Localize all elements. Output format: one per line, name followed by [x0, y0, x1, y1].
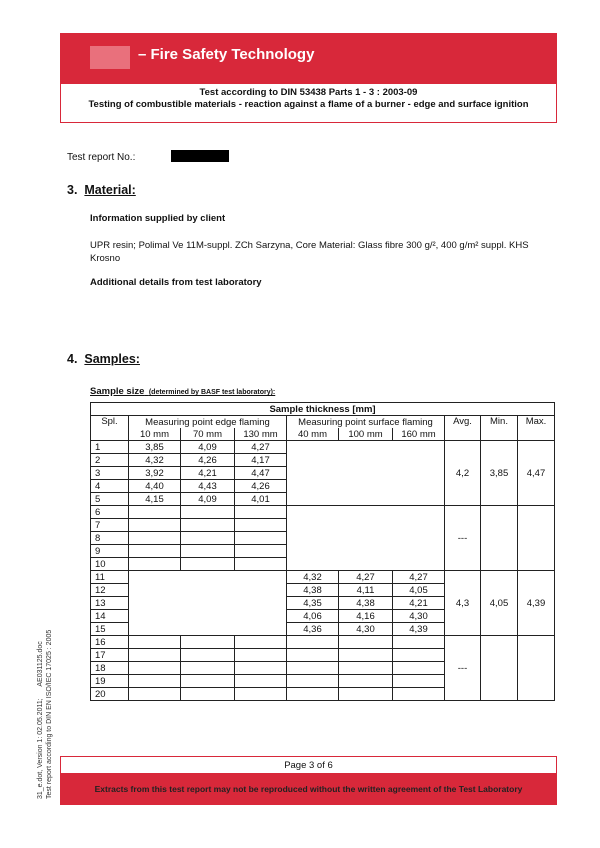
- sample-number: 15: [91, 623, 129, 636]
- surface-empty-block: [287, 506, 445, 571]
- edge-value: 4,09: [181, 493, 235, 506]
- edge-value: [181, 545, 235, 558]
- edge-empty-block: [129, 571, 287, 636]
- side-standard: Test report according to DIN EN ISO/IEC 17025 : 2005: [46, 629, 53, 799]
- edge-value: 4,47: [235, 467, 287, 480]
- redacted-report-number: [171, 150, 229, 162]
- edge-value: [235, 545, 287, 558]
- header-title: – Fire Safety Technology: [138, 46, 315, 63]
- surface-value: [287, 688, 339, 701]
- surface-empty-block: [287, 441, 445, 506]
- sample-number: 20: [91, 688, 129, 701]
- edge-value: [181, 506, 235, 519]
- surface-value: [287, 675, 339, 688]
- edge-value: 4,17: [235, 454, 287, 467]
- table-row: [91, 571, 555, 584]
- edge-value: 4,26: [235, 480, 287, 493]
- edge-value: [181, 519, 235, 532]
- edge-value: 4,01: [235, 493, 287, 506]
- surface-value: 4,38: [287, 584, 339, 597]
- surface-value: [393, 649, 445, 662]
- edge-value: [235, 636, 287, 649]
- surface-value: [339, 649, 393, 662]
- stat-avg: 4,2: [445, 441, 481, 506]
- edge-value: [235, 532, 287, 545]
- edge-value: [235, 506, 287, 519]
- stat-min: 4,05: [481, 571, 518, 636]
- edge-value: [235, 519, 287, 532]
- edge-value: [235, 688, 287, 701]
- stat-avg: ---: [445, 506, 481, 571]
- stat-min: [481, 506, 518, 571]
- edge-value: [181, 636, 235, 649]
- surface-col-header: 40 mm: [287, 428, 339, 441]
- edge-value: [181, 675, 235, 688]
- header-standard: Test according to DIN 53438 Parts 1 - 3 : 2003-09: [199, 87, 418, 98]
- edge-value: [129, 558, 181, 571]
- surface-value: [287, 636, 339, 649]
- surface-value: 4,32: [287, 571, 339, 584]
- header-subtitle-box: [60, 83, 557, 123]
- edge-value: 4,15: [129, 493, 181, 506]
- sample-number: 5: [91, 493, 129, 506]
- edge-value: [235, 649, 287, 662]
- redacted-logo: [90, 46, 130, 69]
- edge-value: [129, 532, 181, 545]
- sample-number: 9: [91, 545, 129, 558]
- surface-value: [393, 662, 445, 675]
- section-4-title: Samples:: [84, 352, 140, 366]
- edge-value: 4,21: [181, 467, 235, 480]
- table-row: [91, 441, 555, 454]
- client-info-heading: Information supplied by client: [90, 213, 226, 224]
- col-header-max: Max.: [518, 416, 555, 441]
- surface-value: 4,05: [393, 584, 445, 597]
- sample-number: 7: [91, 519, 129, 532]
- edge-group-header: Measuring point edge flaming: [145, 416, 270, 428]
- surface-group-header: Measuring point surface flaming: [287, 416, 445, 429]
- side-docname: AE031125.doc: [37, 641, 44, 687]
- sample-number: 18: [91, 662, 129, 675]
- side-version: 31_e.dot, Version 1: 02.05.2011;: [37, 698, 44, 799]
- edge-value: [181, 558, 235, 571]
- sample-number: 17: [91, 649, 129, 662]
- edge-col-header: 130 mm: [235, 428, 287, 441]
- edge-value: [235, 662, 287, 675]
- sample-number: 19: [91, 675, 129, 688]
- footer-page-box: [60, 756, 557, 774]
- stat-max: [518, 636, 555, 701]
- surface-value: 4,30: [339, 623, 393, 636]
- sample-number: 14: [91, 610, 129, 623]
- edge-value: [181, 688, 235, 701]
- edge-col-header: 70 mm: [181, 428, 235, 441]
- surface-value: 4,11: [339, 584, 393, 597]
- surface-value: [393, 688, 445, 701]
- stat-avg: 4,3: [445, 571, 481, 636]
- edge-value: [129, 636, 181, 649]
- surface-value: 4,27: [393, 571, 445, 584]
- surface-value: 4,39: [393, 623, 445, 636]
- sample-number: 12: [91, 584, 129, 597]
- client-info-text: UPR resin; Polimal Ve 11M-suppl. ZCh Sarzyna, Core Material: Glass fibre 300 g/², 400 g/m² suppl. KHS Krosno: [90, 240, 529, 264]
- edge-value: 3,85: [129, 441, 181, 454]
- stat-max: 4,47: [518, 441, 555, 506]
- edge-value: [181, 649, 235, 662]
- edge-value: [129, 688, 181, 701]
- sample-number: 10: [91, 558, 129, 571]
- sample-number: 6: [91, 506, 129, 519]
- edge-value: 4,09: [181, 441, 235, 454]
- section-3-heading: [67, 183, 136, 197]
- surface-value: 4,21: [393, 597, 445, 610]
- stat-min: [481, 636, 518, 701]
- surface-col-header: 100 mm: [339, 428, 393, 441]
- edge-value: 4,40: [129, 480, 181, 493]
- surface-col-header: 160 mm: [393, 428, 445, 441]
- edge-value: [129, 519, 181, 532]
- edge-value: [235, 675, 287, 688]
- surface-value: 4,06: [287, 610, 339, 623]
- stat-max: [518, 506, 555, 571]
- table-caption: Sample thickness [mm]: [91, 403, 555, 416]
- edge-value: 4,43: [181, 480, 235, 493]
- page-number: Page 3 of 6: [284, 760, 333, 771]
- edge-value: [129, 675, 181, 688]
- sample-number: 13: [91, 597, 129, 610]
- table-row: [91, 506, 555, 519]
- stat-min: 3,85: [481, 441, 518, 506]
- surface-value: 4,16: [339, 610, 393, 623]
- sample-size-note: (determined by BASF test laboratory):: [148, 389, 276, 396]
- header-banner: [60, 33, 557, 83]
- surface-value: [393, 636, 445, 649]
- edge-value: 4,32: [129, 454, 181, 467]
- surface-value: [339, 688, 393, 701]
- edge-col-header: 10 mm: [129, 428, 181, 441]
- side-document-info: [36, 599, 54, 799]
- surface-value: [287, 649, 339, 662]
- sample-number: 1: [91, 441, 129, 454]
- surface-value: 4,30: [393, 610, 445, 623]
- sample-number: 16: [91, 636, 129, 649]
- section-3-number: 3.: [67, 183, 78, 197]
- stat-max: 4,39: [518, 571, 555, 636]
- table-row: [91, 636, 555, 649]
- edge-value: [129, 506, 181, 519]
- sample-number: 11: [91, 571, 129, 584]
- edge-value: [235, 558, 287, 571]
- surface-value: 4,36: [287, 623, 339, 636]
- surface-value: 4,27: [339, 571, 393, 584]
- edge-value: 3,92: [129, 467, 181, 480]
- sample-size-heading: [90, 381, 275, 399]
- surface-value: [393, 675, 445, 688]
- edge-value: [181, 662, 235, 675]
- surface-value: [339, 675, 393, 688]
- col-header-avg: Avg.: [445, 416, 481, 441]
- edge-value: [129, 649, 181, 662]
- edge-value: 4,26: [181, 454, 235, 467]
- section-4-number: 4.: [67, 352, 78, 366]
- surface-value: [339, 662, 393, 675]
- sample-number: 4: [91, 480, 129, 493]
- footer-notice: Extracts from this test report may not be reproduced without the written agreement of the Test Laboratory: [94, 784, 523, 794]
- sample-number: 3: [91, 467, 129, 480]
- section-3-title: Material:: [84, 183, 136, 197]
- stat-avg: ---: [445, 636, 481, 701]
- surface-value: 4,35: [287, 597, 339, 610]
- edge-value: [129, 545, 181, 558]
- header-description: Testing of combustible materials - reaction against a flame of a burner - edge and surface ignition: [88, 99, 529, 110]
- col-header-spl: Spl.: [91, 416, 129, 441]
- col-header-min: Min.: [481, 416, 518, 441]
- section-4-heading: [67, 352, 140, 366]
- surface-value: [287, 662, 339, 675]
- sample-thickness-table: [90, 402, 555, 701]
- edge-value: 4,27: [235, 441, 287, 454]
- report-number-label: Test report No.:: [67, 152, 136, 163]
- edge-value: [181, 532, 235, 545]
- footer-banner: [60, 773, 557, 805]
- sample-size-label: Sample size: [90, 386, 145, 397]
- lab-details-heading: Additional details from test laboratory: [90, 277, 262, 288]
- edge-value: [129, 662, 181, 675]
- sample-number: 8: [91, 532, 129, 545]
- sample-number: 2: [91, 454, 129, 467]
- surface-value: [339, 636, 393, 649]
- surface-value: 4,38: [339, 597, 393, 610]
